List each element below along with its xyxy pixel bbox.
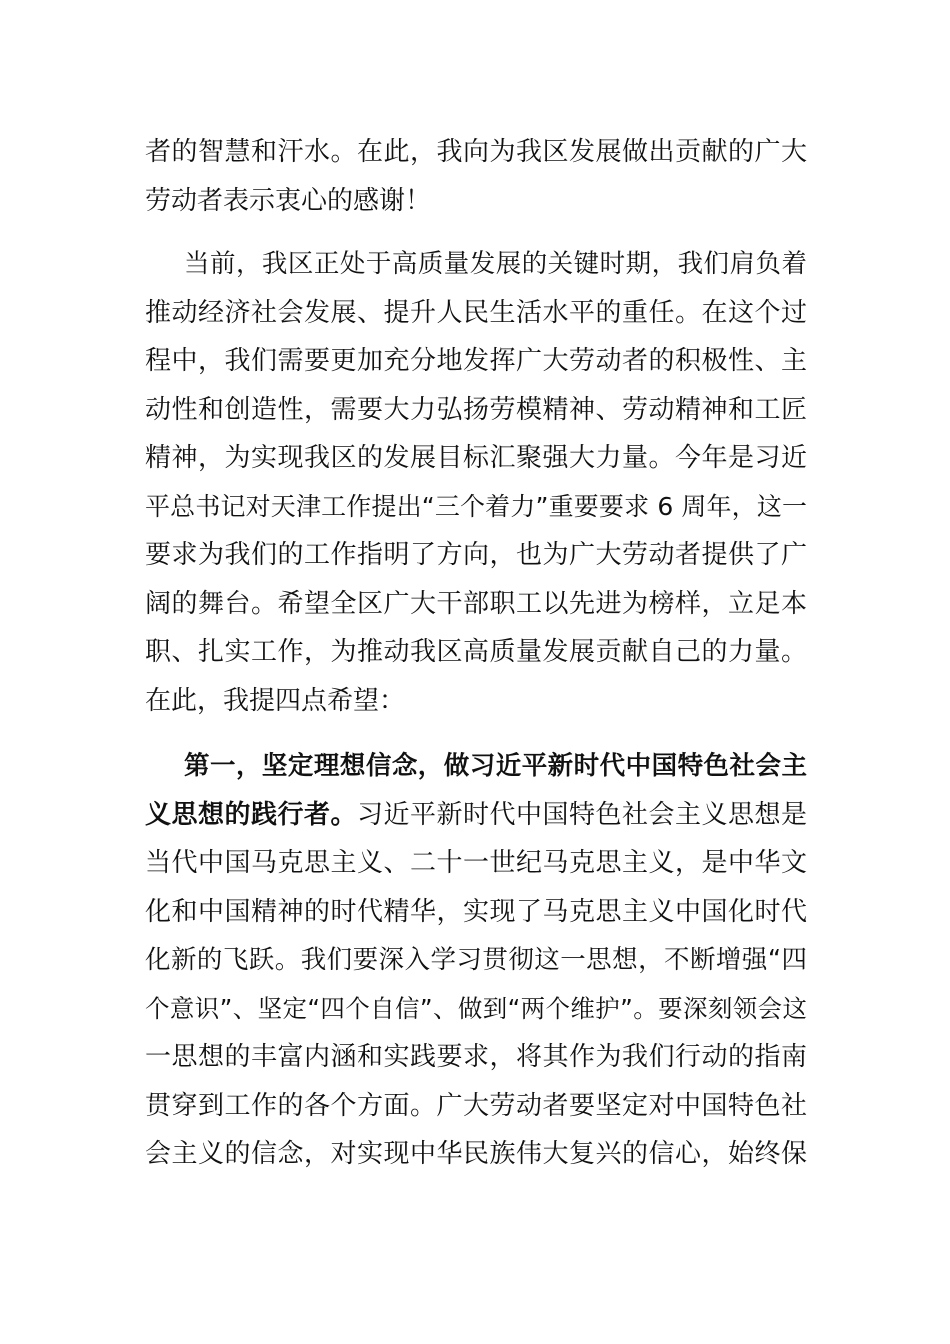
text-segment: 习近平新时代中国特色社会主义思想是 — [357, 799, 807, 830]
paragraph-continued — [145, 128, 807, 225]
text-line: 当代中国马克思主义、二十一世纪马克思主义，是中华文 — [145, 848, 807, 878]
section-heading: 第一，坚定理想信念，做习近平新时代中国特色社会主 — [184, 751, 807, 781]
text-line: 化新的飞跃。我们要深入学习贯彻这一思想，不断增强“四 — [145, 945, 807, 975]
text-line: 个意识”、坚定“四个自信”、做到“两个维护”。要深刻领会这 — [145, 993, 807, 1023]
text-line: 职、扎实工作，为推动我区高质量发展贡献自己的力量。 — [145, 637, 807, 667]
text-line: 精神，为实现我区的发展目标汇聚强大力量。今年是习近 — [145, 443, 807, 473]
text-line: 一思想的丰富内涵和实践要求，将其作为我们行动的指南 — [145, 1042, 807, 1072]
paragraph-first-hope — [145, 742, 807, 1179]
text-line: 阔的舞台。希望全区广大干部职工以先进为榜样，立足本 — [145, 588, 807, 619]
section-heading-end: 义思想的践行者。 — [145, 799, 357, 830]
text-line — [145, 791, 807, 840]
text-line: 化和中国精神的时代精华，实现了马克思主义中国化时代 — [145, 896, 807, 927]
text-line: 推动经济社会发展、提升人民生活水平的重任。在这个过 — [145, 297, 807, 328]
text-line: 要求为我们的工作指明了方向，也为广大劳动者提供了广 — [145, 540, 807, 570]
text-line: 程中，我们需要更加充分地发挥广大劳动者的积极性、主 — [145, 346, 807, 376]
paragraph-current-situation — [145, 240, 807, 725]
text-line: 动性和创造性，需要大力弘扬劳模精神、劳动精神和工匠 — [145, 394, 807, 425]
text-line: 贯穿到工作的各个方面。广大劳动者要坚定对中国特色社 — [145, 1090, 807, 1121]
text-line: 当前，我区正处于高质量发展的关键时期，我们肩负着 — [184, 249, 807, 279]
text-line: 会主义的信念，对实现中华民族伟大复兴的信心，始终保 — [145, 1139, 807, 1169]
text-line: 平总书记对天津工作提出“三个着力”重要要求 6 周年，这一 — [145, 491, 807, 521]
text-line: 在此，我提四点希望： — [145, 685, 406, 716]
text-line: 者的智慧和汗水。在此，我向为我区发展做出贡献的广大 — [145, 137, 807, 167]
text-line: 劳动者表示衷心的感谢！ — [145, 185, 432, 216]
